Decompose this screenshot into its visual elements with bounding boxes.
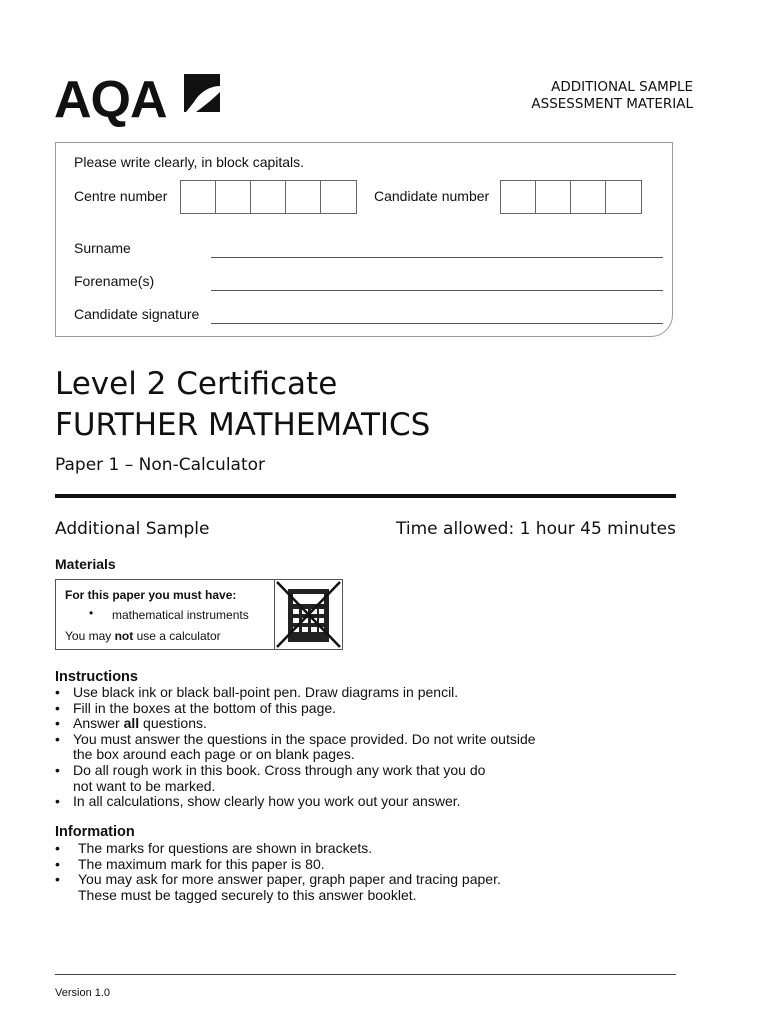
version-label: Version 1.0	[55, 987, 111, 999]
logo-text: AQA	[54, 71, 167, 129]
centre-digit-box[interactable]	[321, 181, 356, 213]
materials-must-have: For this paper you must have:	[65, 588, 237, 602]
paper-title: Paper 1 – Non-Calculator	[55, 455, 266, 475]
forename-label: Forename(s)	[74, 273, 155, 289]
list-item: • You may ask for more answer paper, graph paper and tracing paper. These must be tagged securely to this answer booklet.	[55, 871, 501, 903]
candidate-details-box	[55, 142, 673, 337]
candidate-digit-box[interactable]	[606, 181, 641, 213]
list-item: • In all calculations, show clearly how you work out your answer.	[55, 793, 461, 810]
centre-number-field[interactable]	[180, 180, 357, 214]
candidate-digit-box[interactable]	[571, 181, 606, 213]
calculator-icon	[275, 580, 342, 649]
centre-number-label: Centre number	[74, 188, 168, 204]
materials-heading: Materials	[55, 556, 116, 572]
title-divider	[55, 494, 676, 498]
centre-digit-box[interactable]	[251, 181, 286, 213]
surname-line[interactable]	[211, 257, 663, 258]
qualification-level: Level 2 Certificate	[55, 366, 338, 402]
surname-label: Surname	[74, 240, 131, 256]
header-line-2: ASSESSMENT MATERIAL	[531, 96, 693, 112]
information-list	[55, 841, 501, 903]
crossed-out-calculator-icon	[274, 579, 343, 650]
forename-line[interactable]	[211, 290, 663, 291]
centre-digit-box[interactable]	[181, 181, 216, 213]
sample-label: Additional Sample	[55, 519, 210, 539]
list-item: • You must answer the questions in the space provided. Do not write outside the box around each page or on blank pages.	[55, 730, 536, 763]
centre-digit-box[interactable]	[216, 181, 251, 213]
instructions-heading: Instructions	[55, 669, 138, 685]
centre-digit-box[interactable]	[286, 181, 321, 213]
list-item: • Fill in the boxes at the bottom of this page.	[55, 699, 337, 716]
signature-line[interactable]	[211, 323, 663, 324]
candidate-digit-box[interactable]	[501, 181, 536, 213]
time-allowed: Time allowed: 1 hour 45 minutes	[396, 519, 676, 539]
materials-box	[55, 579, 275, 650]
materials-bullet: •	[89, 606, 94, 620]
candidate-digit-box[interactable]	[536, 181, 571, 213]
candidate-number-label: Candidate number	[374, 188, 490, 204]
instructions-list	[55, 685, 536, 810]
list-item: • Do all rough work in this book. Cross through any work that you do not want to be marked.	[55, 761, 486, 794]
header-sample-notice	[531, 79, 693, 113]
signature-label: Candidate signature	[74, 306, 200, 322]
list-item: • Answer all questions.	[55, 715, 207, 732]
list-item: • The maximum mark for this paper is 80.	[55, 855, 325, 872]
footer-divider	[55, 974, 676, 975]
candidate-number-field[interactable]	[500, 180, 642, 214]
logo-swoosh-icon	[182, 72, 222, 114]
aqa-logo	[54, 72, 224, 132]
block-capitals-instruction: Please write clearly, in block capitals.	[74, 154, 305, 170]
list-item: • The marks for questions are shown in brackets.	[55, 840, 373, 856]
subject-title: FURTHER MATHEMATICS	[55, 407, 431, 443]
materials-item: mathematical instruments	[112, 608, 249, 622]
calculator-notice: You may not use a calculator	[65, 629, 221, 643]
list-item: • Use black ink or black ball-point pen. Draw diagrams in pencil.	[55, 684, 459, 700]
information-heading: Information	[55, 824, 135, 840]
header-line-1: ADDITIONAL SAMPLE	[551, 79, 693, 95]
